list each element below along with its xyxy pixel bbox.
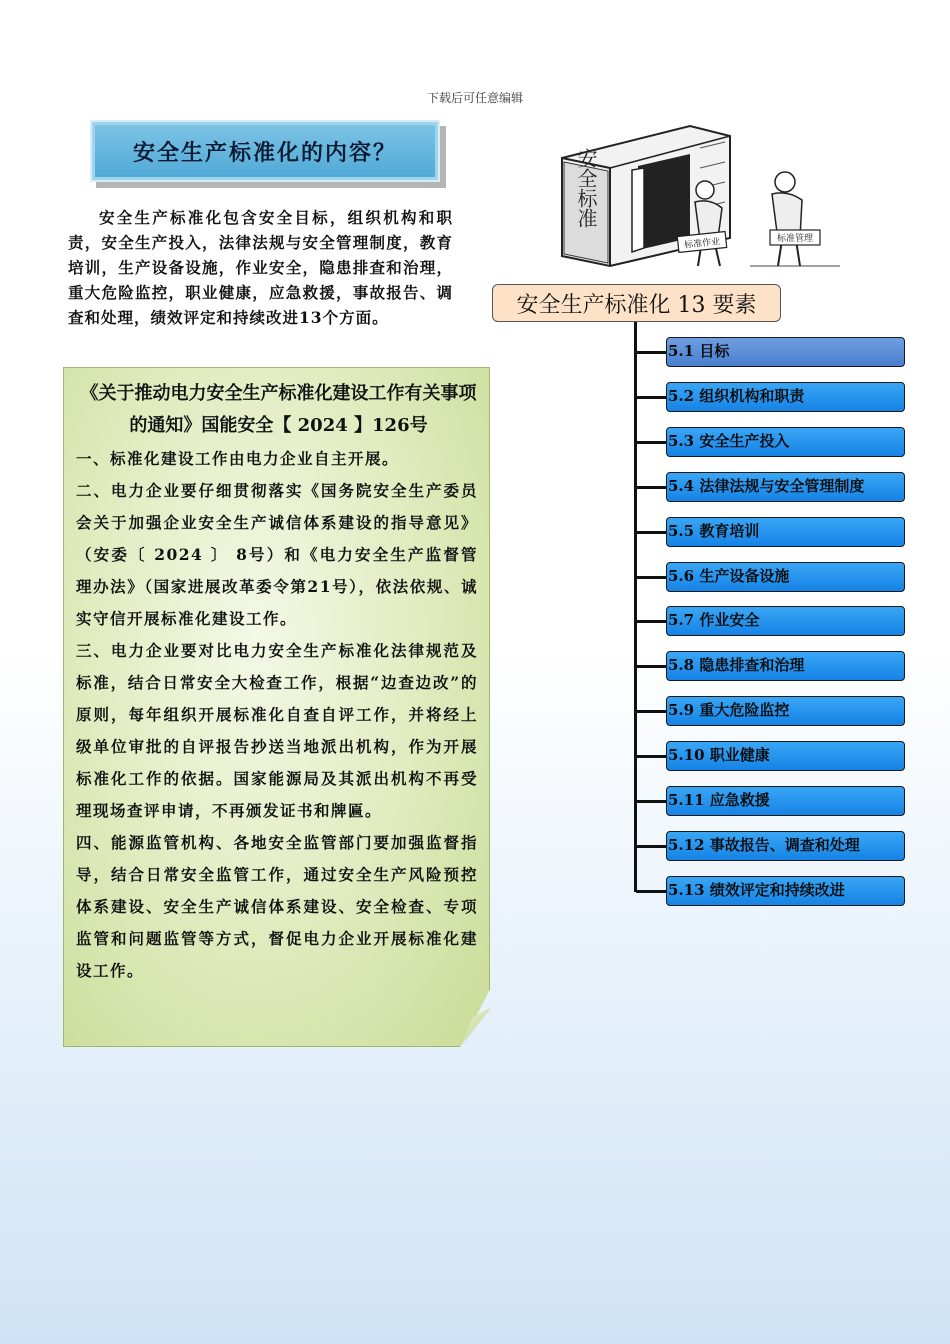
tree-branch-line — [636, 576, 667, 579]
notice-paragraph: 三、电力企业要对比电力安全生产标准化法律规范及标准，结合日常安全大检查工作，根据“边查边改”的原则，每年组织开展标准化自查自评工作，并将经上级单位审批的自评报告抄送当地派出机构，作为开展标准化工作的依据。国家能源局及其派出机构不再受理现场查评申请，不再颁发证书和牌匾。 — [76, 641, 478, 820]
element-item: 5.12 事故报告、调查和处理 — [666, 831, 905, 861]
tree-branch-line — [636, 441, 667, 444]
element-item: 5.3 安全生产投入 — [666, 427, 905, 457]
tree-branch-line — [636, 351, 667, 354]
notice-paragraph: 二、电力企业要仔细贯彻落实《国务院安全生产委员会关于加强企业安全生产诚信体系建设的指导意见》（安委〔 2024 〕 8号）和《电力安全生产监督管理办法》（国家进展改革委令第21号），依法依规、诚实守信开展标准化建设工作。 — [76, 481, 478, 628]
sign-right-label: 标准管理 — [776, 234, 814, 244]
tree-branch-line — [636, 665, 667, 668]
book-spine-label: 安全标准 — [574, 148, 598, 228]
sign-left-label: 标准作业 — [683, 237, 721, 251]
safety-standard-cartoon-illustration — [550, 118, 845, 270]
title-banner — [90, 120, 440, 182]
notice-body — [76, 443, 478, 987]
tree-branch-line — [636, 486, 667, 489]
element-item: 5.7 作业安全 — [666, 606, 905, 636]
tree-trunk-line — [634, 322, 637, 892]
notice-paragraph: 四、能源监管机构、各地安全监管部门要加强监督指导，结合日常安全监管工作，通过安全生产风险预控体系建设、安全生产诚信体系建设、安全检查、专项监管和问题监管等方式，督促电力企业开展标准化建设工作。 — [76, 833, 478, 980]
element-item: 5.2 组织机构和职责 — [666, 382, 905, 412]
element-item: 5.10 职业健康 — [666, 741, 905, 771]
element-item: 5.6 生产设备设施 — [666, 562, 905, 592]
watermark: 下载后可任意编辑 — [426, 91, 523, 105]
tree-branch-line — [636, 800, 667, 803]
element-item: 5.4 法律法规与安全管理制度 — [666, 472, 905, 502]
element-item: 5.5 教育培训 — [666, 517, 905, 547]
element-item: 5.1 目标 — [666, 337, 905, 367]
tree-branch-line — [636, 620, 667, 623]
tree-branch-line — [636, 845, 667, 848]
notice-title: 《关于推动电力安全生产标准化建设工作有关事项的通知》国能安全【 2024 】126号 — [80, 383, 477, 436]
element-item: 5.9 重大危险监控 — [666, 696, 905, 726]
tree-branch-line — [636, 710, 667, 713]
tree-branch-line — [636, 755, 667, 758]
elements-header: 安全生产标准化 13 要素 — [492, 284, 781, 322]
element-item: 5.11 应急救援 — [666, 786, 905, 816]
page-title: 安全生产标准化的内容？ — [132, 140, 397, 166]
element-item: 5.8 隐患排查和治理 — [666, 651, 905, 681]
tree-branch-line — [636, 396, 667, 399]
element-item: 5.13 绩效评定和持续改进 — [666, 876, 905, 906]
notice-paragraph: 一、标准化建设工作由电力企业自主开展。 — [76, 449, 400, 468]
intro-paragraph: 安全生产标准化包含安全目标，组织机构和职责，安全生产投入，法律法规与安全管理制度，教育培训，生产设备设施，作业安全，隐患排查和治理，重大危险监控，职业健康，应急救援，事故报告、调查和处理，绩效评定和持续改进13个方面。 — [68, 208, 453, 327]
tree-branch-line — [636, 531, 667, 534]
tree-branch-line — [636, 890, 667, 893]
